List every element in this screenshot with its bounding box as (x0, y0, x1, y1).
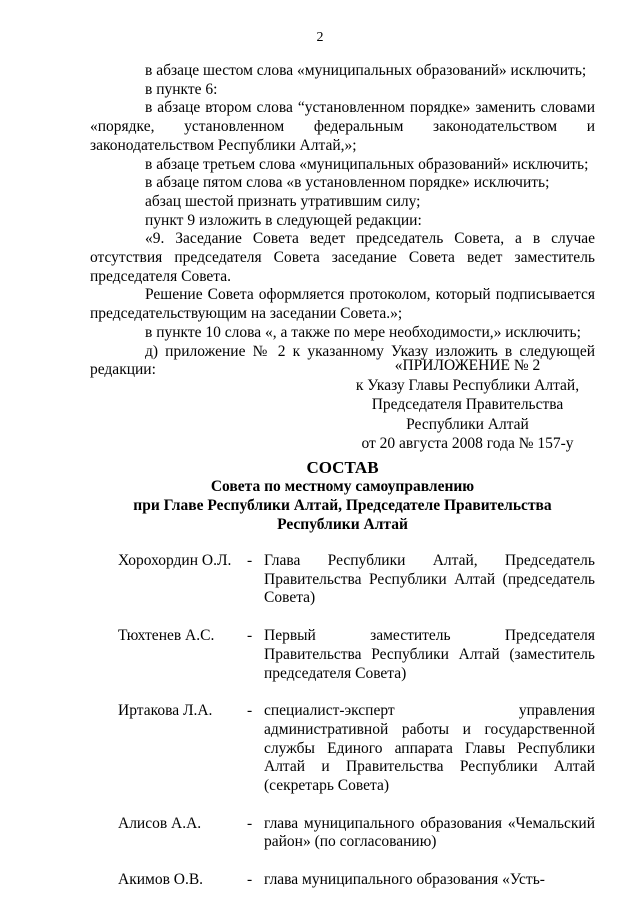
member-role: специалист-эксперт управления административной работы и государственной службы Единого аппарата Главы Республики Алтай и Правительства Республики Алтай (секретарь Совета) (264, 702, 595, 795)
member-role: глава муниципального образования «Усть- (264, 871, 545, 889)
member-row (90, 627, 595, 683)
member-name: Акимов О.В. (118, 871, 204, 889)
member-name: Иртакова Л.А. (118, 702, 213, 720)
appendix-line: от 20 августа 2008 года № 157-у (361, 435, 574, 452)
paragraph: Решение Совета оформляется протоколом, который подписывается председательствующим на заседании Совета.»; (90, 286, 595, 323)
member-row (90, 552, 595, 608)
member-dash: - (247, 702, 253, 720)
member-dash: - (247, 627, 253, 645)
paragraph: в пункте 6: (145, 80, 218, 98)
paragraph: в абзаце шестом слова «муниципальных образований» исключить; (145, 62, 587, 79)
member-dash: - (247, 871, 253, 889)
paragraph: абзац шестой признать утратившим силу; (145, 192, 421, 210)
member-dash: - (247, 552, 253, 569)
paragraph: д) приложение № 2 к указанному Указу изложить в следующей редакции: (90, 342, 595, 379)
member-list (90, 552, 595, 909)
member-dash: - (247, 814, 253, 832)
member-row (90, 871, 595, 890)
member-name: Тюхтенев А.С. (118, 627, 215, 645)
member-role: Глава Республики Алтай, Председатель Правительства Республики Алтай (председатель Совета) (264, 552, 595, 607)
body-text (90, 62, 595, 380)
paragraph: пункт 9 изложить в следующей редакции: (145, 211, 422, 229)
appendix-line: к Указу Главы Республики Алтай, (355, 376, 580, 394)
title-line: при Главе Республики Алтай, Председателе Правительства (133, 497, 552, 514)
member-row (90, 702, 595, 796)
paragraph: в пункте 10 слова «, а также по мере необходимости,» исключить; (145, 323, 581, 341)
member-name: Хорохордин О.Л. (118, 552, 232, 569)
title-line: Республики Алтай (277, 516, 408, 533)
title-line: Совета по местному самоуправлению (210, 478, 475, 495)
page-number: 2 (316, 30, 324, 45)
paragraph: в абзаце втором слова “установленном порядке» заменить словами «порядке, установленном федеральным законодательством и законодательством Республики Алтай,»; (90, 99, 595, 154)
appendix-header (340, 356, 595, 454)
appendix-line: «ПРИЛОЖЕНИЕ № 2 (394, 357, 541, 374)
document-title (90, 458, 595, 534)
member-row (90, 815, 595, 852)
member-role: Первый заместитель Председателя Правительства Республики Алтай (заместитель председателя Совета) (264, 627, 595, 682)
member-name: Алисов А.А. (118, 814, 202, 832)
paragraph: «9. Заседание Совета ведет председатель Совета, а в случае отсутствия председателя Совета заседание Совета ведет заместитель председателя Совета. (90, 230, 595, 285)
appendix-line: Председателя Правительства (371, 396, 564, 413)
appendix-line: Республики Алтай (406, 415, 529, 433)
title-heading: СОСТАВ (306, 458, 379, 477)
member-role: глава муниципального образования «Чемальский район» (по согласованию) (264, 814, 595, 851)
paragraph: в абзаце пятом слова «в установленном порядке» исключить; (145, 174, 550, 192)
paragraph: в абзаце третьем слова «муниципальных образований» исключить; (145, 155, 589, 173)
